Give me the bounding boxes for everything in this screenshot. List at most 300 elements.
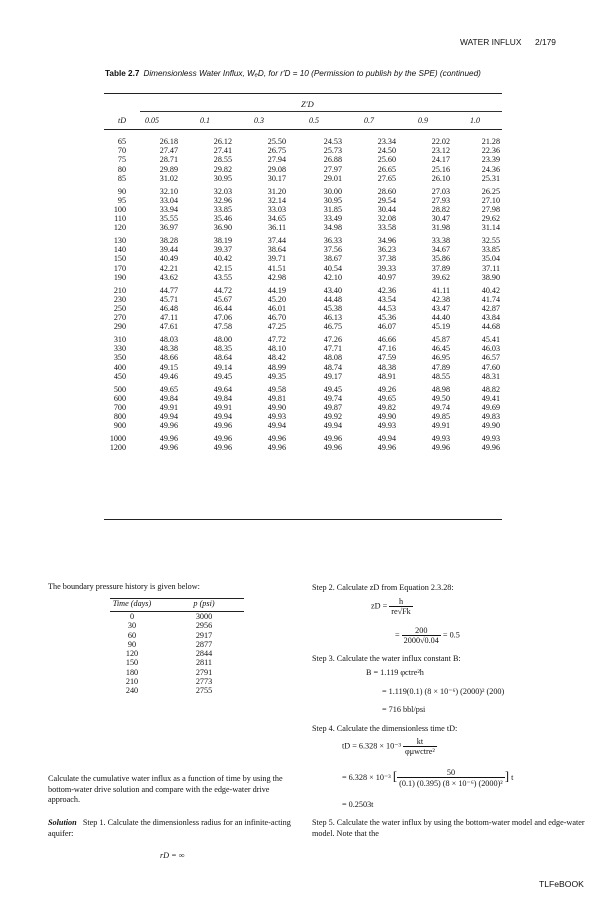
table-cell: 45.38 [323,303,342,313]
table-cell: 34.98 [323,223,342,233]
pressure-cell: 2877 [195,639,213,649]
table-row [104,286,502,295]
table-cell: 42.21 [159,263,178,273]
table-cell: 43.84 [481,313,500,323]
table-cell: 48.08 [323,353,342,363]
table-cell: 36.33 [323,236,342,245]
pressure-row [110,668,244,677]
b-substitution: = 1.119(0.1) (8 × 10⁻⁶) (2000)² (200) [382,687,505,696]
time-cell: 30 [127,621,137,631]
table-cell: 34.67 [431,245,450,255]
column-header: 0.3 [254,116,264,125]
table-row [104,223,502,232]
table-cell: 43.62 [159,272,178,282]
table-cell: 49.91 [213,402,232,412]
table-cell: 40.97 [377,272,396,282]
table-cell: 49.96 [213,421,232,431]
table-cell: 46.44 [213,303,232,313]
table-cell: 45.19 [431,322,450,332]
zd-lhs: zD = [371,601,388,611]
table-cell: 40.54 [323,263,342,273]
zd-group-label: Z′D [301,99,314,109]
table-cell: 32.03 [213,186,232,196]
table-row [104,412,502,421]
table-cell: 85 [117,173,126,183]
table-cell: 48.74 [323,362,342,372]
pressure-row [110,658,244,667]
pressure-row [110,631,244,640]
table-column-headers [104,116,502,128]
footer-mark: TLFeBOOK [539,879,584,889]
table-cell: 24.53 [323,137,342,146]
td-fraction [403,737,437,756]
table-cell: 230 [113,294,126,304]
table-row [104,335,502,344]
table-cell: 42.87 [481,303,500,313]
table-cell: 21.28 [481,137,500,146]
table-row [104,353,502,362]
table-cell: 44.53 [377,303,396,313]
table-cell: 48.98 [431,384,450,394]
table-cell: 49.94 [323,421,342,431]
table-cell: 49.94 [159,412,178,422]
group-header-rule [140,111,502,112]
table-cell: 130 [113,236,126,245]
table-cell: 44.72 [213,285,232,295]
table-cell: 42.15 [213,263,232,273]
table-cell: 32.14 [267,195,286,205]
table-cell: 24.17 [431,155,450,165]
rd-equation: rD = ∞ [160,851,185,860]
table-cell: 47.58 [213,322,232,332]
column-header: tD [118,116,126,125]
table-cell: 39.62 [431,272,450,282]
table-cell: 26.75 [267,146,286,156]
zd-numerator-2: 200 [402,626,441,636]
table-row [104,363,502,372]
table-cell: 49.96 [213,434,232,443]
table-cell: 48.99 [267,362,286,372]
table-cell: 23.39 [481,155,500,165]
td-lhs: tD = 6.328 × 10⁻³ [342,741,401,751]
table-cell: 28.60 [377,186,396,196]
table-cell: 110 [114,214,126,224]
table-cell: 49.94 [377,434,396,443]
table-row [104,146,502,155]
pressure-table-rule [110,611,244,612]
table-cell: 35.55 [159,214,178,224]
table-cell: 49.90 [267,402,286,412]
table-cell: 47.11 [160,313,178,323]
table-cell: 26.12 [213,137,232,146]
table-cell: 49.94 [267,421,286,431]
table-cell: 35.46 [213,214,232,224]
table-cell: 49.96 [267,434,286,443]
table-cell: 31.14 [481,223,500,233]
table-cell: 46.45 [431,344,450,354]
table-cell: 25.50 [267,137,286,146]
table-cell: 46.13 [323,313,342,323]
pressure-row [110,649,244,658]
table-cell: 49.14 [213,362,232,372]
table-cell: 45.67 [213,294,232,304]
table-row [104,137,502,146]
table-row [104,165,502,174]
b-result: = 716 bbl/psi [382,705,426,714]
table-cell: 32.55 [481,236,500,245]
table-cell: 49.96 [431,443,450,453]
table-cell: 45.71 [159,294,178,304]
table-cell: 45.41 [481,335,500,344]
table-cell: 26.18 [159,137,178,146]
table-cell: 33.85 [481,245,500,255]
table-cell: 48.00 [213,335,232,344]
table-cell: 23.12 [431,146,450,156]
table-cell: 400 [113,362,126,372]
table-cell: 34.65 [267,214,286,224]
boundary-intro: The boundary pressure history is given below: [48,582,200,591]
table-cell: 46.95 [431,353,450,363]
table-cell: 190 [113,272,126,282]
table-cell: 49.91 [431,421,450,431]
table-cell: 49.93 [431,434,450,443]
table-cell: 49.96 [323,434,342,443]
column-header: 0.1 [200,116,210,125]
table-cell: 49.83 [481,412,500,422]
table-row [104,264,502,273]
table-cell: 30.44 [377,204,396,214]
table-cell: 49.96 [377,443,396,453]
table-cell: 49.64 [213,384,232,394]
table-cell: 800 [113,412,126,422]
table-cell: 47.61 [159,322,178,332]
table-cell: 44.19 [267,285,286,295]
table-cell: 49.96 [159,443,178,453]
table-cell: 37.44 [267,236,286,245]
table-cell: 27.98 [481,204,500,214]
table-row [104,304,502,313]
table-row [104,214,502,223]
table-cell: 75 [117,155,126,165]
table-cell: 44.68 [481,322,500,332]
table-cell: 41.74 [481,294,500,304]
table-cell: 120 [113,223,126,233]
table-row [104,273,502,282]
column-header: 0.9 [418,116,428,125]
column-header: 0.7 [364,116,374,125]
table-cell: 27.94 [267,155,286,165]
table-cell: 90 [117,186,126,196]
table-cell: 600 [113,393,126,403]
table-cell: 22.02 [431,137,450,146]
pressure-cell: 2956 [195,621,213,631]
table-cell: 48.66 [159,353,178,363]
table-cell: 37.56 [323,245,342,255]
table-cell: 49.58 [267,384,286,394]
row-group [104,286,502,336]
table-row [104,443,502,452]
table-cell: 49.85 [431,412,450,422]
table-cell: 1000 [109,434,126,443]
table-cell: 44.48 [323,294,342,304]
table-cell: 49.96 [267,443,286,453]
td-fraction-2 [397,768,505,788]
table-row [104,155,502,164]
table-body [104,137,502,484]
table-cell: 25.73 [323,146,342,156]
right-bracket: ] [504,768,510,783]
table-cell: 37.11 [482,263,500,273]
table-cell: 39.33 [377,263,396,273]
row-group [104,187,502,237]
table-cell: 49.82 [377,402,396,412]
step-1-text: Step 1. Calculate the dimensionless radius for an infinite-acting aquifer: [48,818,291,838]
table-cell: 49.84 [159,393,178,403]
td-denominator-2: (0.1) (0.395) (8 × 10⁻⁶) (2000)² [399,779,503,789]
table-cell: 42.10 [323,272,342,282]
table-cell: 49.93 [377,421,396,431]
table-cell: 47.89 [431,362,450,372]
table-cell: 47.71 [323,344,342,354]
running-title: WATER INFLUX [460,37,522,47]
time-cell: 210 [125,677,139,687]
table-row [104,236,502,245]
table-cell: 48.10 [267,344,286,354]
table-cell: 40.42 [213,254,232,264]
table-cell: 33.85 [213,204,232,214]
pressure-cell: 2791 [195,667,213,677]
table-cell: 31.98 [431,223,450,233]
table-row [104,322,502,331]
pressure-table-top-rule [110,598,244,599]
zd-fraction-2 [402,626,441,645]
table-cell: 43.54 [377,294,396,304]
table-cell: 33.04 [159,195,178,205]
table-cell: 43.47 [431,303,450,313]
table-row [104,187,502,196]
table-cell: 41.51 [267,263,286,273]
table-cell: 27.93 [431,195,450,205]
table-cell: 45.36 [377,313,396,323]
table-cell: 49.50 [431,393,450,403]
table-cell: 25.16 [431,164,450,174]
table-cell: 43.55 [213,272,232,282]
table-cell: 49.84 [213,393,232,403]
table-row [104,205,502,214]
zd-denominator: re√Fk [391,607,411,616]
column-header: 0.05 [145,116,159,125]
table-cell: 32.96 [213,195,232,205]
table-cell: 48.64 [213,353,232,363]
pressure-row [110,621,244,630]
table-cell: 25.31 [481,173,500,183]
table-cell: 30.00 [323,186,342,196]
table-cell: 38.67 [323,254,342,264]
table-cell: 49.92 [323,412,342,422]
table-cell: 34.96 [377,236,396,245]
table-cell: 48.35 [213,344,232,354]
table-top-rule [104,93,502,94]
table-cell: 49.46 [159,371,178,381]
table-cell: 49.87 [323,402,342,412]
pressure-cell: 3000 [195,612,213,621]
table-cell: 29.82 [213,164,232,174]
row-group [104,137,502,187]
pressure-history-table [110,599,244,696]
table-cell: 28.82 [431,204,450,214]
table-cell: 47.25 [267,322,286,332]
time-cell: 180 [125,667,139,677]
table-label: Table 2.7 [105,69,140,78]
table-cell: 28.71 [159,155,178,165]
pressure-row [110,640,244,649]
table-cell: 33.58 [377,223,396,233]
table-cell: 45.20 [267,294,286,304]
table-cell: 170 [113,263,126,273]
table-caption-text: Dimensionless Water Influx, WₑD, for r′D = 10 (Permission to publish by the SPE) (continued) [143,69,481,78]
table-cell: 41.11 [432,285,450,295]
table-cell: 27.47 [159,146,178,156]
table-cell: 27.65 [377,173,396,183]
table-cell: 49.74 [323,393,342,403]
table-row [104,403,502,412]
table-cell: 24.36 [481,164,500,174]
table-cell: 46.07 [377,322,396,332]
pressure-cell: 2917 [195,630,213,640]
time-cell: 120 [125,649,139,659]
problem-statement: Calculate the cumulative water influx as a function of time by using the bottom-water drive solution and compare with the edge-water drive approach. [48,774,283,805]
step-4-text: Step 4. Calculate the dimensionless time tD: [312,724,458,733]
td-result: = 0.2503t [342,800,374,809]
table-cell: 28.55 [213,155,232,165]
table-cell: 250 [113,303,126,313]
table-bottom-rule [104,519,502,520]
table-cell: 33.49 [323,214,342,224]
table-cell: 49.17 [323,371,342,381]
table-cell: 65 [117,137,126,146]
time-cell: 150 [125,658,139,668]
table-cell: 26.65 [377,164,396,174]
table-cell: 49.45 [323,384,342,394]
table-cell: 42.38 [431,294,450,304]
td-equation [342,737,437,756]
table-cell: 25.60 [377,155,396,165]
page-number: 2/179 [535,37,556,47]
table-cell: 31.85 [323,204,342,214]
table-cell: 46.75 [323,322,342,332]
pressure-cell: 2844 [195,649,213,659]
table-cell: 39.71 [267,254,286,264]
column-header: 1.0 [470,116,480,125]
table-cell: 49.93 [481,434,500,443]
pressure-cell: 2755 [195,686,213,696]
table-cell: 36.11 [268,223,286,233]
table-cell: 35.04 [481,254,500,264]
table-row [104,254,502,263]
pressure-cell: 2773 [195,677,213,687]
table-cell: 49.91 [159,402,178,412]
table-cell: 45.87 [431,335,450,344]
step-2-text: Step 2. Calculate zD from Equation 2.3.28: [312,583,454,592]
table-cell: 30.95 [213,173,232,183]
table-cell: 44.40 [431,313,450,323]
table-cell: 49.81 [267,393,286,403]
table-cell: 38.90 [481,272,500,282]
table-cell: 42.98 [267,272,286,282]
table-row [104,295,502,304]
table-cell: 37.38 [377,254,396,264]
table-cell: 38.28 [159,236,178,245]
table-cell: 49.65 [377,393,396,403]
table-cell: 47.60 [481,362,500,372]
table-cell: 47.06 [213,313,232,323]
solution-label: Solution [48,818,77,827]
table-row [104,196,502,205]
table-cell: 46.66 [377,335,396,344]
table-row [104,372,502,381]
table-cell: 210 [113,285,126,295]
table-cell: 33.38 [431,236,450,245]
table-cell: 36.97 [159,223,178,233]
table-cell: 900 [113,421,126,431]
table-cell: 32.10 [159,186,178,196]
table-cell: 30.95 [323,195,342,205]
td-substitution [342,768,513,788]
zd-equals: = [395,630,400,640]
table-cell: 46.01 [267,303,286,313]
table-header-rule [104,129,502,130]
table-row [104,174,502,183]
solution-step-1 [48,818,303,839]
pressure-row [110,677,244,686]
table-cell: 49.26 [377,384,396,394]
table-cell: 49.74 [431,402,450,412]
table-cell: 46.70 [267,313,286,323]
table-cell: 150 [113,254,126,264]
table-cell: 47.16 [377,344,396,354]
table-cell: 350 [113,353,126,363]
table-cell: 27.97 [323,164,342,174]
table-cell: 22.36 [481,146,500,156]
table-cell: 37.89 [431,263,450,273]
table-cell: 33.03 [267,204,286,214]
table-cell: 27.10 [481,195,500,205]
table-cell: 39.44 [159,245,178,255]
table-cell: 48.55 [431,371,450,381]
table-cell: 29.54 [377,195,396,205]
table-cell: 31.20 [267,186,286,196]
table-cell: 44.77 [159,285,178,295]
td-numerator: kt [403,737,437,747]
zd-result: = 0.5 [442,630,460,640]
table-cell: 49.96 [159,434,178,443]
table-cell: 48.03 [159,335,178,344]
table-cell: 1200 [109,443,126,453]
pressure-header: p (psi) [193,599,215,608]
time-cell: 90 [127,639,137,649]
table-cell: 500 [113,384,126,394]
table-cell: 29.62 [481,214,500,224]
table-cell: 30.47 [431,214,450,224]
table-cell: 47.72 [267,335,286,344]
table-cell: 47.59 [377,353,396,363]
time-cell: 240 [125,686,139,696]
table-cell: 80 [117,164,126,174]
table-cell: 36.90 [213,223,232,233]
page-header [0,37,604,51]
table-cell: 47.26 [323,335,342,344]
table-cell: 31.02 [159,173,178,183]
